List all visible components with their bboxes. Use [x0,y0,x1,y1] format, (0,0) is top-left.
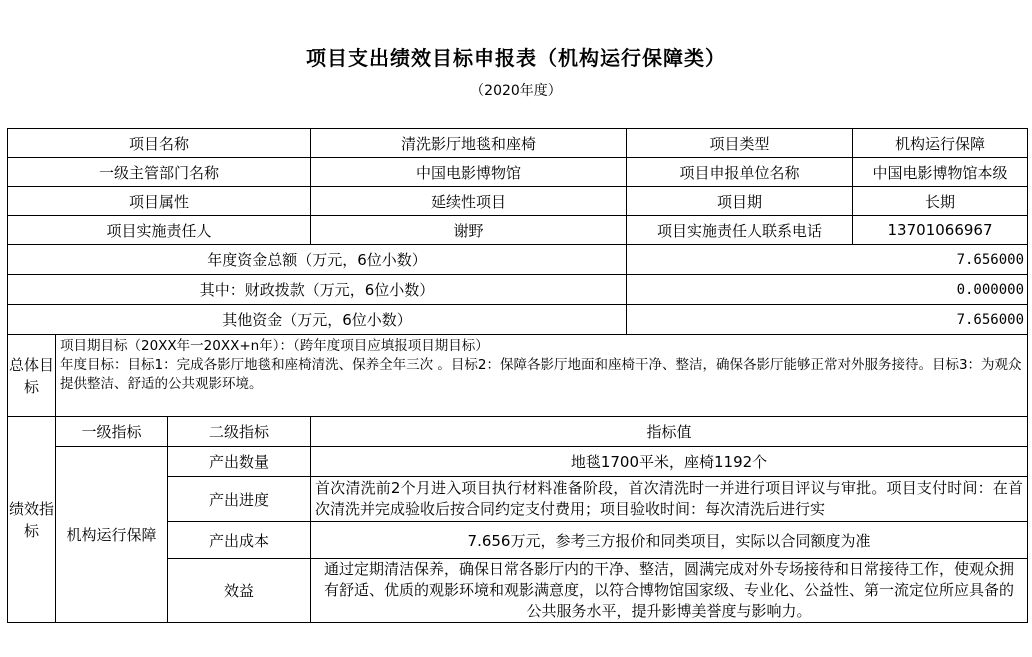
project-name-value: 清洗影厅地毯和座椅 [311,129,627,158]
indicator-value: 地毯1700平米，座椅1192个 [311,447,1028,477]
table-row [8,335,1028,417]
indicator-value: 通过定期清洁保养，确保日常各影厅内的干净、整洁，圆满完成对外专场接待和日常接待工作，使观众拥有舒适、优质的观影环境和观影满意度，以符合博物馆国家级、专业化、公益性、第一流定位所应具备的公共服务水平，提升影博美誉度与影响力。 [311,559,1028,623]
level1-indicator: 机构运行保障 [56,447,168,623]
attr-label: 项目属性 [8,187,311,216]
attr-value: 延续性项目 [311,187,627,216]
unit-value: 中国电影博物馆本级 [853,158,1028,187]
table-row [8,275,1028,305]
table-row [8,158,1028,187]
indicator-name: 效益 [168,559,311,623]
fund-other-value: 7.656000 [627,305,1028,335]
fund-fiscal-label: 其中：财政拨款（万元，6位小数） [8,275,627,305]
form-year: （2020年度） [470,83,562,99]
col-level1-header: 一级指标 [56,417,168,447]
project-name-label: 项目名称 [8,129,311,158]
phone-label: 项目实施责任人联系电话 [627,216,853,245]
indicator-value [311,477,1028,522]
unit-label: 项目申报单位名称 [627,158,853,187]
table-row [8,216,1028,245]
goal-annual-text: 年度目标：目标1：完成各影厅地毯和座椅清洗、保养全年三次 。目标2：保障各影厅地面和座椅干净、整洁，确保各影厅能够正常对外服务接待。目标3：为观众提供整洁、舒适的公共观影环境。 [60,357,1022,392]
period-label: 项目期 [627,187,853,216]
fund-total-value: 7.656000 [627,245,1028,275]
manager-value: 谢野 [311,216,627,245]
indicator-name: 产出数量 [168,447,311,477]
table-row [8,305,1028,335]
phone-value: 13701066967 [853,216,1028,245]
table-row [8,187,1028,216]
fund-other-label: 其他资金（万元，6位小数） [8,305,627,335]
manager-label: 项目实施责任人 [8,216,311,245]
overall-goal-label: 总体目标 [8,335,56,417]
declaration-table [7,128,1028,623]
form-title: 项目支出绩效目标申报表（机构运行保障类） [306,46,726,70]
table-row [8,447,1028,477]
period-value: 长期 [853,187,1028,216]
indicator-name: 产出进度 [168,477,311,522]
table-row [8,417,1028,447]
project-type-value: 机构运行保障 [853,129,1028,158]
indicator-name: 产出成本 [168,522,311,559]
col-level2-header: 二级指标 [168,417,311,447]
indicator-value-text: 首次清洗前2个月进入项目执行材料准备阶段，首次清洗时一并进行项目评议与审批。项目支付时间：在首次清洗并完成验收后按合同约定支付费用；项目验收时间：每次清洗后进行实 [315,479,1024,518]
table-row [8,245,1028,275]
indicators-label: 绩效指标 [8,417,56,623]
goal-period-text: 项目期目标（20XX年一20XX+n年）：（跨年度项目应填报项目期目标） [60,338,489,354]
dept-value: 中国电影博物馆 [311,158,627,187]
dept-label: 一级主管部门名称 [8,158,311,187]
overall-goal-content [56,335,1028,417]
col-value-header: 指标值 [311,417,1028,447]
indicator-value: 7.656万元，参考三方报价和同类项目，实际以合同额度为准 [311,522,1028,559]
fund-total-label: 年度资金总额（万元，6位小数） [8,245,627,275]
table-row [8,129,1028,158]
fund-fiscal-value: 0.000000 [627,275,1028,305]
project-type-label: 项目类型 [627,129,853,158]
